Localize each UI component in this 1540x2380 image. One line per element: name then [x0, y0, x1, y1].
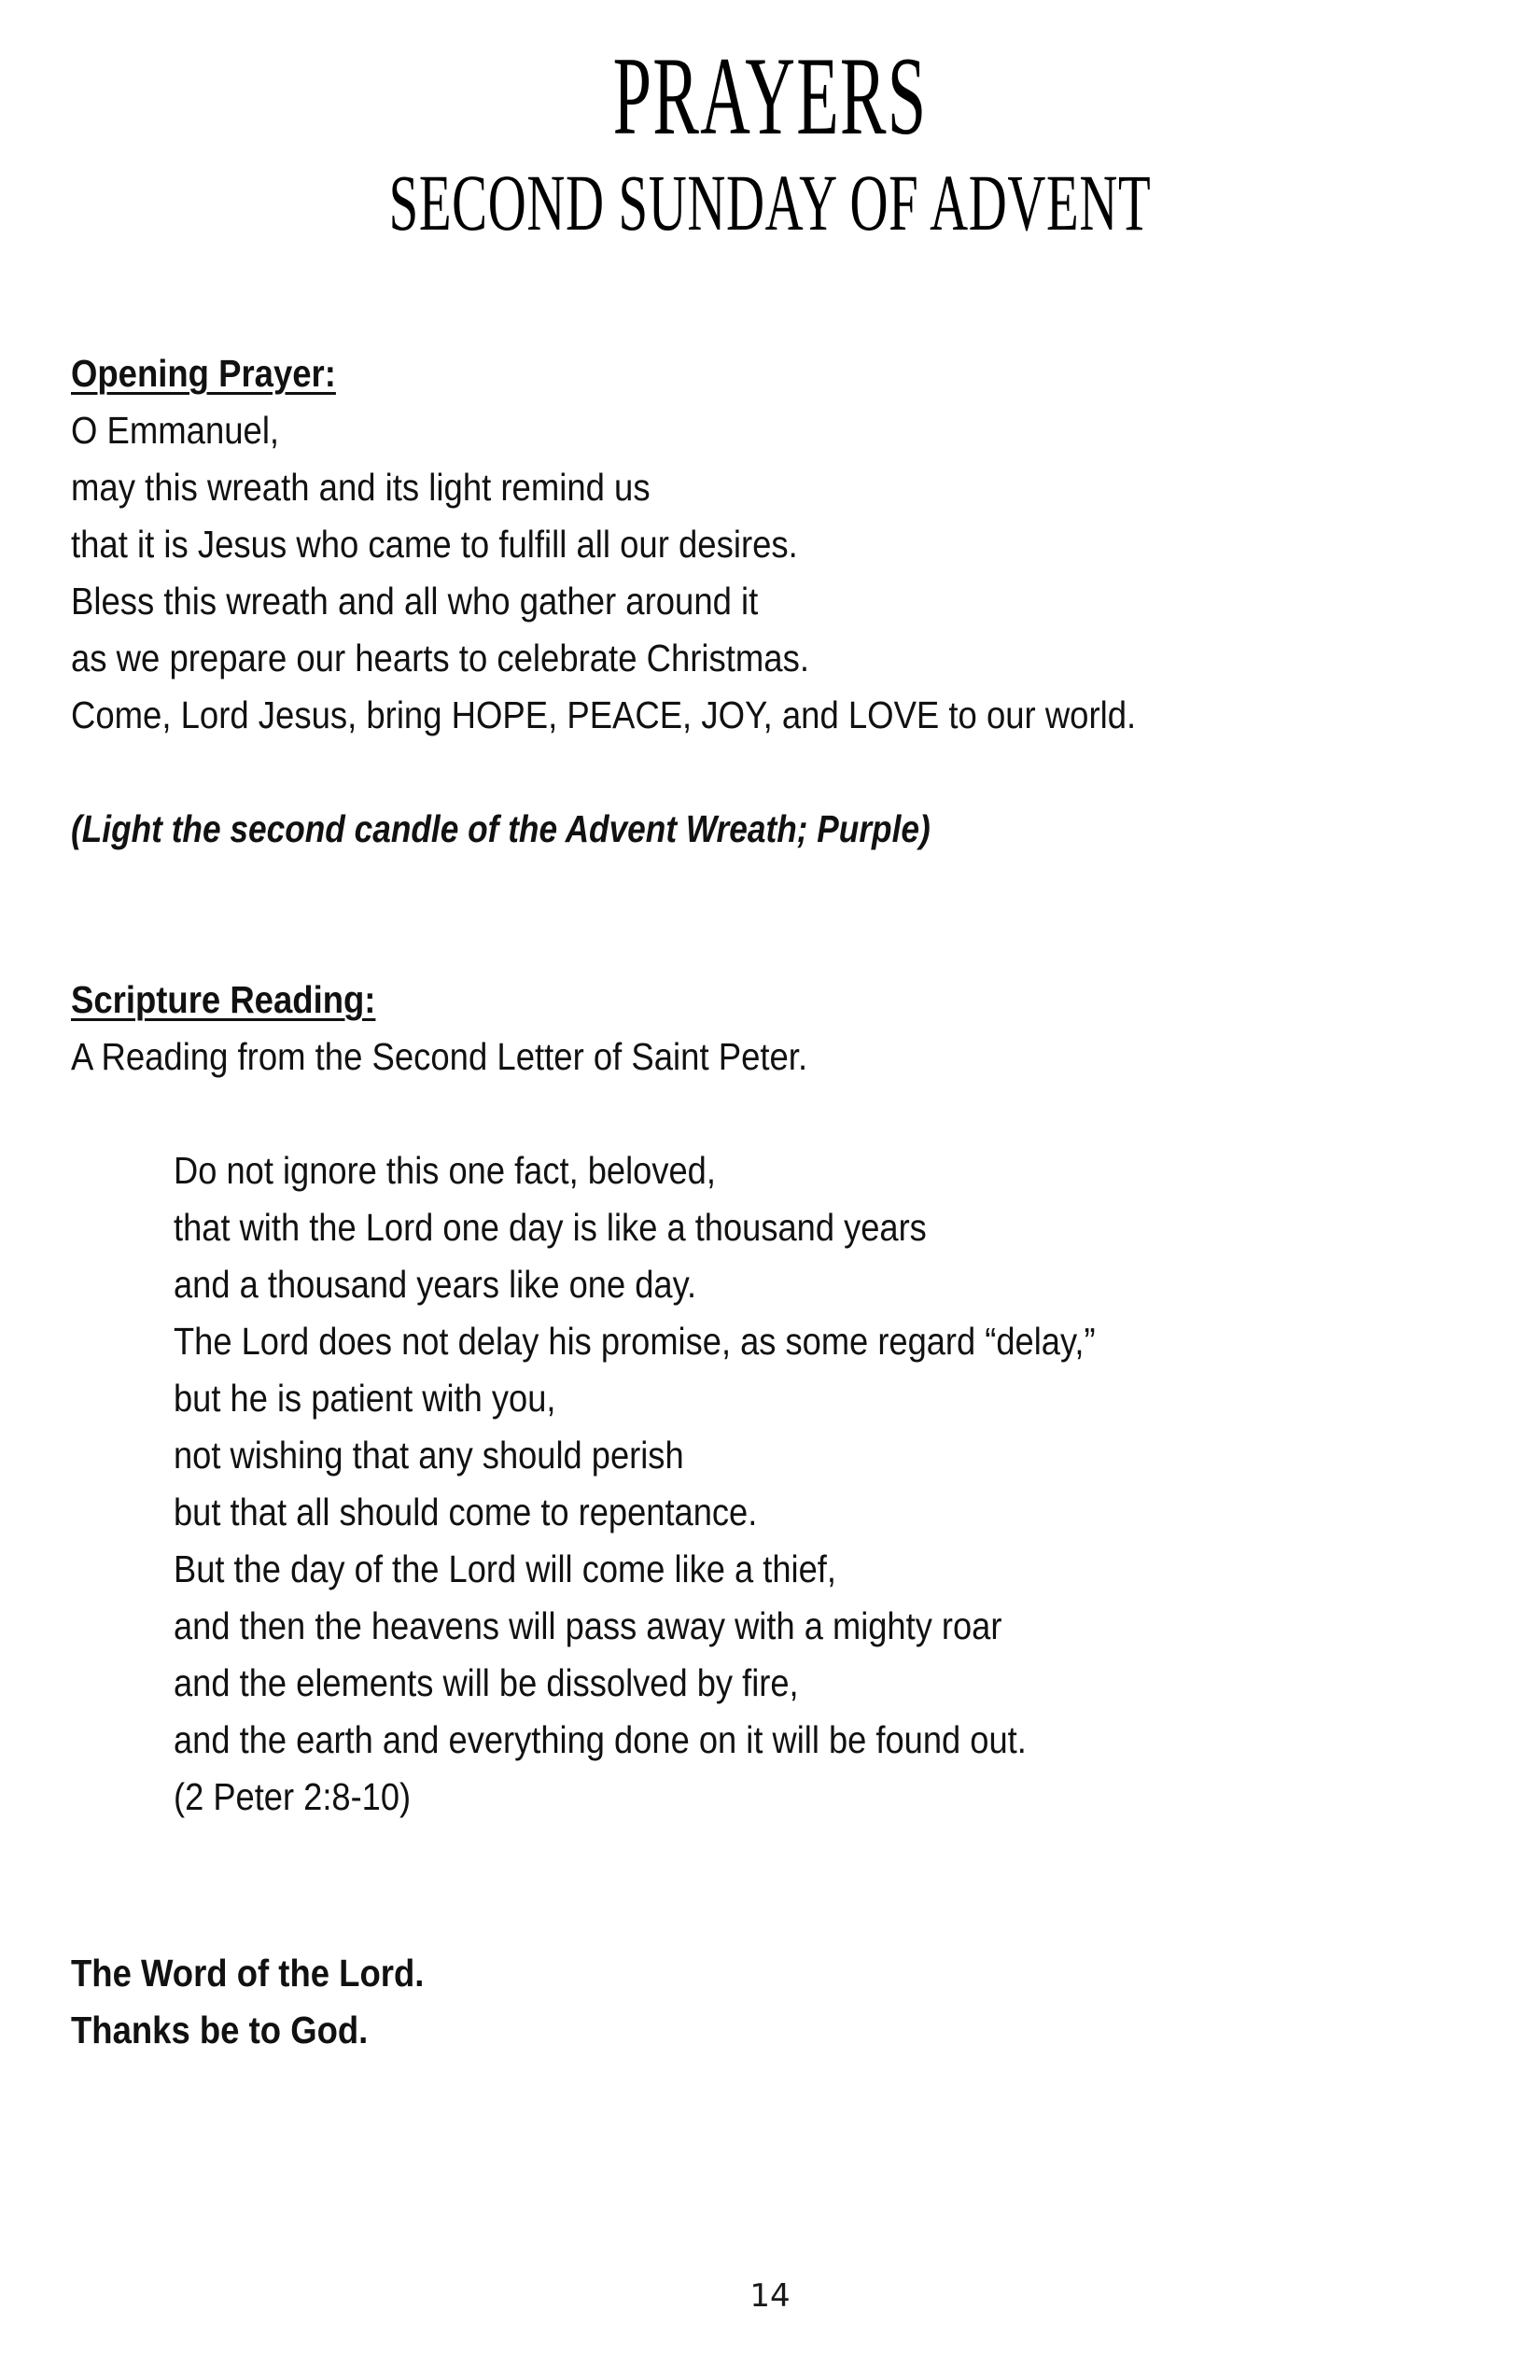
- passage-line: and the elements will be dissolved by fire,: [174, 1661, 799, 1704]
- page-number: 14: [749, 2277, 791, 2315]
- spacer: [71, 858, 1471, 972]
- advent-wreath-rubric-text: (Light the second candle of the Advent Wreath; Purple): [71, 807, 931, 850]
- passage-line: Do not ignore this one fact, beloved,: [174, 1149, 716, 1192]
- passage-line: and the earth and everything done on it will be found out.: [174, 1718, 1027, 1761]
- passage-line: but he is patient with you,: [174, 1377, 556, 1420]
- response-word-of-the-lord: The Word of the Lord.: [71, 1952, 425, 1995]
- opening-prayer-line: Bless this wreath and all who gather around it: [71, 580, 759, 623]
- opening-prayer-line: that it is Jesus who came to fulfill all our desires.: [71, 523, 798, 566]
- page-subtitle: SECOND SUNDAY OF ADVENT: [388, 158, 1152, 247]
- opening-prayer-line: Come, Lord Jesus, bring HOPE, PEACE, JOY, and LOVE to our world.: [71, 693, 1137, 736]
- passage-line: The Lord does not delay his promise, as some regard “delay,”: [174, 1320, 1096, 1363]
- passage-citation: (2 Peter 2:8-10): [174, 1775, 412, 1818]
- passage-line: that with the Lord one day is like a thousand years: [174, 1206, 927, 1249]
- page-title: PRAYERS: [612, 34, 928, 158]
- scripture-passage: [71, 1142, 1471, 1826]
- scripture-reading-introduction: A Reading from the Second Letter of Saint Peter.: [71, 1035, 808, 1078]
- opening-prayer-line: O Emmanuel,: [71, 409, 280, 452]
- opening-prayer-line: may this wreath and its light remind us: [71, 466, 651, 509]
- page-header: [0, 34, 1540, 247]
- passage-line: But the day of the Lord will come like a thief,: [174, 1547, 836, 1590]
- advent-wreath-rubric: [71, 801, 1471, 858]
- document-body: [71, 345, 1471, 2059]
- opening-prayer-line: as we prepare our hearts to celebrate Christmas.: [71, 637, 809, 679]
- scripture-reading-heading-text: Scripture Reading:: [71, 978, 376, 1021]
- scripture-reading-heading: [71, 972, 1471, 1029]
- passage-line: but that all should come to repentance.: [174, 1491, 758, 1533]
- spacer: [71, 1826, 1471, 1945]
- opening-prayer-heading-text: Opening Prayer:: [71, 352, 336, 395]
- opening-prayer-heading: [71, 345, 1471, 402]
- passage-line: not wishing that any should perish: [174, 1434, 684, 1477]
- spacer: [71, 744, 1471, 801]
- spacer: [71, 1085, 1471, 1142]
- passage-line: and then the heavens will pass away with a mighty roar: [174, 1604, 1002, 1647]
- passage-line: and a thousand years like one day.: [174, 1263, 697, 1306]
- response-thanks-be-to-god: Thanks be to God.: [71, 2009, 369, 2051]
